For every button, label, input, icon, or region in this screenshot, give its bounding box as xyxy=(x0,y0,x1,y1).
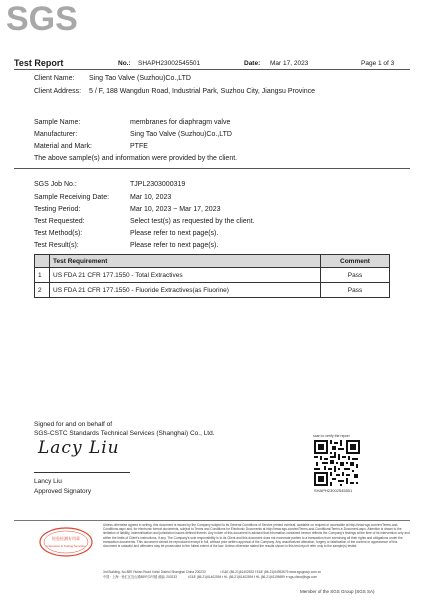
client-address-value: 5 / F, 188 Wangdun Road, Industrial Park, Suzhou City, Jiangsu Province xyxy=(89,88,316,95)
testing-period-label: Testing Period: xyxy=(34,206,81,213)
table-header-requirement: Test Requirement xyxy=(50,255,321,268)
table-header-comment: Comment xyxy=(321,255,390,268)
footer-address-en xyxy=(103,570,410,574)
report-title: Test Report xyxy=(14,58,64,68)
sample-name-label: Sample Name: xyxy=(34,119,81,126)
receiving-date-label: Sample Receiving Date: xyxy=(34,194,110,201)
test-results-label: Test Result(s): xyxy=(34,242,79,249)
row-requirement: US FDA 21 CFR 177.1550 - Total Extractives xyxy=(50,268,321,283)
client-address-label: Client Address: xyxy=(34,88,82,95)
report-no-label: No.: xyxy=(118,60,131,67)
sgs-logo-text: SGS xyxy=(6,0,78,36)
sgs-logo xyxy=(0,0,92,36)
row-number: 2 xyxy=(35,283,50,298)
row-comment: Pass xyxy=(321,268,390,283)
stamp-top-text: 检验检测专用章 xyxy=(52,536,80,541)
table-row xyxy=(35,268,390,283)
page-number: Page 1 of 3 xyxy=(361,60,395,67)
report-date-label: Date: xyxy=(244,60,261,67)
test-methods-value: Please refer to next page(s). xyxy=(130,230,219,237)
row-requirement: US FDA 21 CFR 177.1550 - Fluoride Extractives(as Fluorine) xyxy=(50,283,321,298)
manufacturer-value: Sing Tao Valve (Suzhou)Co.,LTD xyxy=(130,131,232,138)
job-no-label: SGS Job No.: xyxy=(34,181,77,188)
receiving-date-value: Mar 10, 2023 xyxy=(130,194,172,201)
company-stamp xyxy=(38,526,94,558)
header-rule xyxy=(14,69,410,70)
signatory-name: Lancy Liu xyxy=(34,478,62,485)
footer-address-cn-text: 中国 · 上海 · 徐汇区宜山路889号3号楼 邮编: 200233 xyxy=(103,575,177,579)
signing-company: SGS-CSTC Standards Technical Services (Shanghai) Co., Ltd. xyxy=(34,430,215,437)
table-header-no xyxy=(35,255,50,268)
report-no-value: SHAPH23002545501 xyxy=(138,60,201,67)
qr-caption: scan to verify the report xyxy=(313,434,350,438)
job-no-value: TJPL2303000319 xyxy=(130,181,186,188)
requirements-table xyxy=(34,254,390,298)
footer-address-en-text: 3rd Building, No.889 Yishan Road Xuhui District Shanghai China 200233 xyxy=(103,570,206,574)
table-row xyxy=(35,283,390,298)
footer-phone-en: t E&E (86-21)61402553 f E&E (86-21)64953679 www.sgsgroup.com.cn xyxy=(220,570,322,574)
row-number: 1 xyxy=(35,268,50,283)
footer-phone-cn: t E&E (86-21)61402594 t HL (86-21)61402594 f HL (86-21)61196699 e sgs.china@sgs.com xyxy=(187,575,318,579)
stamp-bottom-text: Inspection & Testing Services xyxy=(46,544,86,548)
sample-rule xyxy=(14,168,410,169)
report-date-value: Mar 17, 2023 xyxy=(270,60,309,67)
qr-code-icon[interactable] xyxy=(314,440,360,486)
signature-line xyxy=(34,472,130,473)
signed-for-text: Signed for and on behalf of xyxy=(34,421,113,428)
table-header-row xyxy=(35,255,390,268)
material-value: PTFE xyxy=(130,143,148,150)
footer-rule xyxy=(14,520,410,521)
row-comment: Pass xyxy=(321,283,390,298)
material-label: Material and Mark: xyxy=(34,143,92,150)
footer-member: Member of the SGS Group (SGS SA) xyxy=(300,589,375,594)
handwritten-signature: Lacy Liu xyxy=(38,438,120,458)
test-methods-label: Test Method(s): xyxy=(34,230,83,237)
sample-note: The above sample(s) and information were provided by the client. xyxy=(34,155,238,162)
client-name-value: Sing Tao Valve (Suzhou)Co.,LTD xyxy=(89,75,191,82)
footer-address-cn xyxy=(103,575,410,579)
test-requested-label: Test Requested: xyxy=(34,218,85,225)
test-results-value: Please refer to next page(s). xyxy=(130,242,219,249)
signatory-role: Approved Signatory xyxy=(34,488,92,495)
manufacturer-label: Manufacturer: xyxy=(34,131,78,138)
test-requested-value: Select test(s) as requested by the client. xyxy=(130,218,255,225)
client-name-label: Client Name: xyxy=(34,75,75,82)
qr-number: SHAPH23002545501 xyxy=(314,488,353,493)
testing-period-value: Mar 10, 2023 ~ Mar 17, 2023 xyxy=(130,206,221,213)
sample-name-value: membranes for diaphragm valve xyxy=(130,119,231,126)
footer-disclaimer: Unless otherwise agreed in writing, this document is issued by the Company subject to its General Conditions of Service printed overleaf, available on request or accessible at http://www.sgs.com/en/Terms-and-Conditions.aspx and, for electronic format documents, subject to Terms and Conditions for Electronic Documents at http://www.sgs.com/en/Terms-and-Conditions/Terms-e-Document.aspx. Attention is drawn to the limitation of liability, indemnification and jurisdiction issues defined therein. Any holder of this document is advised that information contained hereon reflects the Company's findings at the time of its intervention only and within the limits of Client's instructions, if any. The Company's sole responsibility is to its Client and this document does not exonerate parties to a transaction from exercising all their rights and obligations under the transaction documents. This document cannot be reproduced except in full, without prior written approval of the Company. Any unauthorized alteration, forgery or falsification of the content or appearance of this document is unlawful and offenders may be prosecuted to the fullest extent of the law. Unless otherwise stated the results shown in this test report refer only to the sample(s) tested. xyxy=(103,523,410,549)
